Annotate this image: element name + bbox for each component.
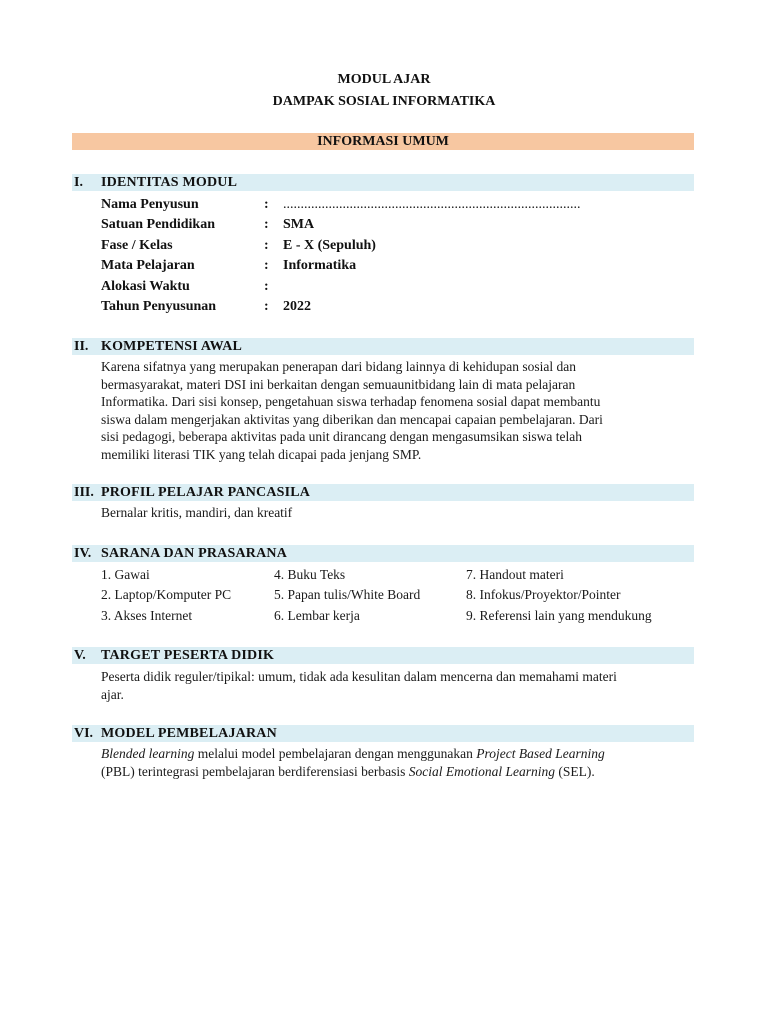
sarana-item: 8. Infokus/Proyektor/Pointer: [466, 587, 621, 602]
section-title-identitas: IDENTITAS MODUL: [101, 175, 238, 190]
identity-label: Satuan Pendidikan: [101, 217, 215, 232]
paragraph-line: siswa dalam mengerjakan aktivitas yang diberikan dan mencapai capaian pembelajaran. Dari: [101, 411, 603, 427]
identity-value: 2022: [283, 299, 311, 314]
sarana-item: 4. Buku Teks: [274, 567, 346, 582]
section-title-target: TARGET PESERTA DIDIK: [101, 648, 275, 663]
paragraph-line: [101, 745, 696, 763]
term-sel: Social Emotional Learning: [408, 763, 556, 779]
identity-value: E - X (Sepuluh): [283, 238, 376, 253]
model-paragraph: [101, 745, 696, 780]
identity-label: Fase / Kelas: [101, 238, 173, 253]
identity-label: Tahun Penyusunan: [101, 299, 217, 314]
sarana-item: 9. Referensi lain yang mendukung: [466, 608, 652, 623]
paragraph-line: Karena sifatnya yang merupakan penerapan dari bidang lainnya di kehidupan sosial dan: [101, 359, 576, 374]
model-text: (PBL) terintegrasi pembelajaran berdiferensiasi berbasis: [101, 763, 409, 779]
term-blended-learning: Blended learning: [101, 746, 195, 761]
identity-colon: :: [264, 238, 269, 253]
identity-label: Alokasi Waktu: [101, 279, 190, 294]
identity-colon: :: [264, 279, 269, 294]
sarana-item: 2. Laptop/Komputer PC: [101, 587, 232, 602]
section-number: IV.: [74, 546, 92, 561]
sarana-item: 6. Lembar kerja: [274, 608, 360, 623]
identity-colon: :: [264, 299, 269, 314]
module-title: MODUL AJAR: [337, 72, 431, 87]
section-title-sarana: SARANA DAN PRASARANA: [101, 546, 288, 561]
section-number: V.: [74, 648, 86, 663]
identity-label: Mata Pelajaran: [101, 258, 195, 273]
term-project-based-learning: Project Based Learning: [476, 746, 605, 761]
paragraph-line: Peserta didik reguler/tipikal: umum, tidak ada kesulitan dalam mencerna dan memahami materi: [101, 669, 617, 684]
paragraph-line: bermasyarakat, materi DSI ini berkaitan dengan semuaunitbidang lain di mata pelajaran: [101, 376, 576, 392]
model-text: melalui model pembelajaran dengan menggunakan: [194, 746, 477, 761]
sarana-item: 3. Akses Internet: [101, 608, 193, 623]
sarana-item: 5. Papan tulis/White Board: [274, 587, 421, 602]
identity-value: SMA: [283, 217, 315, 232]
paragraph-line: memiliki literasi TIK yang telah dicapai pada jenjang SMP.: [101, 446, 422, 462]
section-number: I.: [74, 175, 83, 190]
section-title-model: MODEL PEMBELAJARAN: [101, 726, 277, 741]
kompetensi-paragraph: [101, 358, 696, 463]
target-paragraph: [101, 668, 696, 703]
identity-value: .....................................................................................: [283, 197, 581, 212]
paragraph-line: [101, 763, 696, 781]
section-title-profil: PROFIL PELAJAR PANCASILA: [101, 485, 311, 500]
sarana-item: 7. Handout materi: [466, 567, 564, 582]
paragraph-line: Informatika. Dari sisi konsep, pengetahuan siswa terhadap fenomena sosial dapat membantu: [101, 394, 601, 409]
paragraph-line: ajar.: [101, 686, 124, 702]
section-title-kompetensi: KOMPETENSI AWAL: [101, 339, 243, 354]
profil-text: Bernalar kritis, mandiri, dan kreatif: [101, 505, 293, 520]
module-subtitle: DAMPAK SOSIAL INFORMATIKA: [272, 94, 496, 109]
section-number: II.: [74, 339, 89, 354]
identity-colon: :: [264, 197, 269, 212]
identity-colon: :: [264, 217, 269, 232]
section-number: III.: [74, 485, 94, 500]
identity-value: Informatika: [283, 258, 357, 273]
identity-label: Nama Penyusun: [101, 197, 199, 212]
paragraph-line: sisi pedagogi, beberapa aktivitas pada unit dirancang dengan mengasumsikan siswa telah: [101, 429, 582, 444]
sarana-item: 1. Gawai: [101, 567, 150, 582]
identity-colon: :: [264, 258, 269, 273]
section-number: VI.: [74, 726, 94, 741]
general-info-band: INFORMASI UMUM: [72, 133, 694, 150]
model-text: (SEL).: [555, 763, 595, 779]
